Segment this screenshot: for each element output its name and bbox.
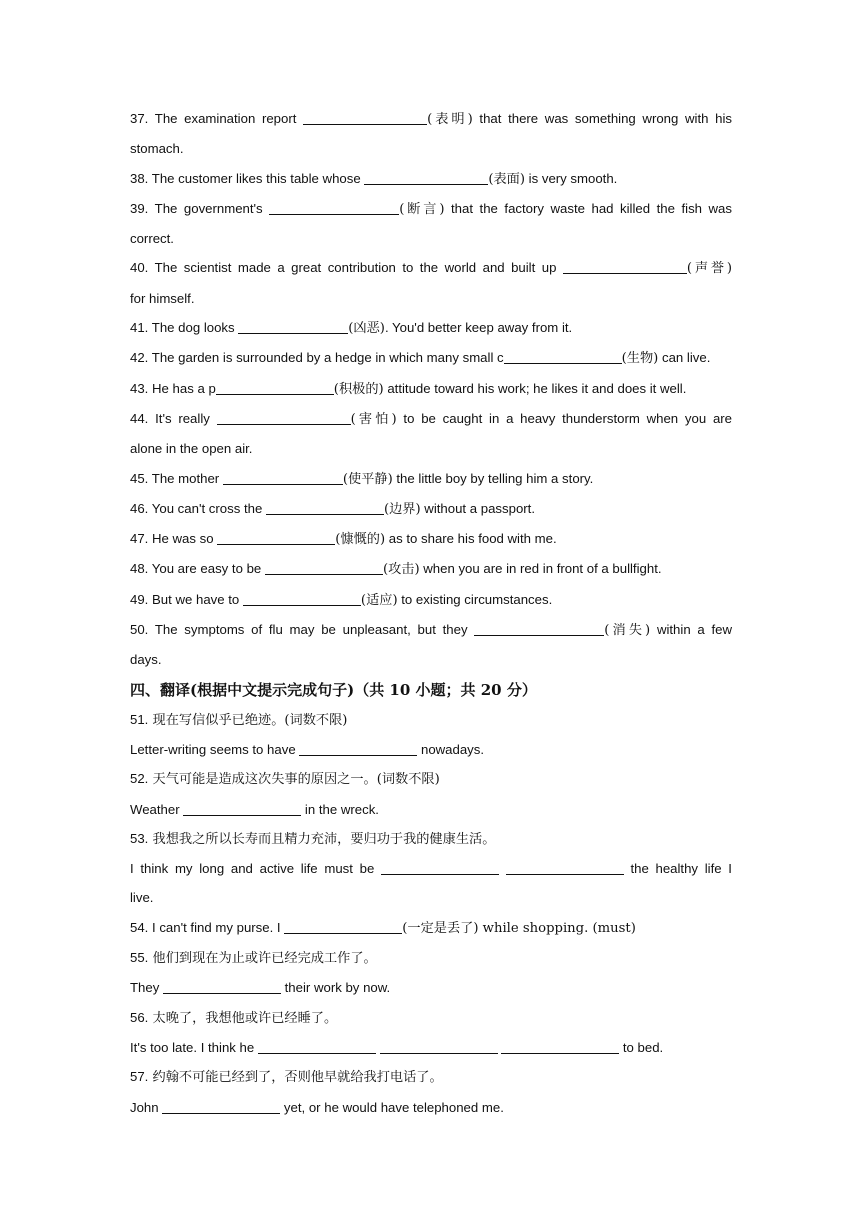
chinese-hint: (害怕) [350, 411, 397, 427]
section-title: 四、翻译(根据中文提示完成句子)（共 10 小题；共 20 分） [130, 680, 537, 699]
question-line [130, 253, 732, 283]
question-continuation: alone in the open air. [130, 441, 253, 457]
question-text-before: The symptoms of flu may be unpleasant, but they [148, 622, 475, 638]
question-line [130, 313, 732, 343]
question-text-before: The mother [148, 470, 223, 486]
answer-text: the healthy life I [623, 861, 732, 877]
vocabulary-section [130, 104, 732, 675]
question-text-after: within a few [650, 622, 732, 638]
chinese-prompt: 现在写信似乎已绝迹。(词数不限) [148, 712, 348, 728]
chinese-prompt: 约翰不可能已经到了，否则他早就给我打电话了。 [148, 1070, 443, 1086]
chinese-hint: (消失) [604, 623, 651, 639]
answer-blank[interactable] [381, 860, 499, 875]
question-number: 41. [130, 320, 149, 336]
worksheet-page [130, 104, 732, 1122]
question-text-before: But we have to [148, 591, 243, 607]
question-line [130, 104, 732, 134]
question-line [130, 494, 732, 524]
chinese-hint: (表面) [488, 171, 525, 187]
answer-text: to bed. [619, 1039, 664, 1055]
question-number: 51. [130, 711, 149, 727]
question-text-after: without a passport. [420, 500, 535, 516]
question-number: 55. [130, 950, 149, 966]
answer-blank[interactable] [183, 801, 301, 816]
question-number: 56. [130, 1009, 149, 1025]
chinese-hint: (边界) [383, 501, 421, 517]
question-text-after: can live. [658, 350, 711, 366]
question-line [130, 343, 732, 373]
answer-blank[interactable] [303, 110, 427, 125]
question-line [130, 194, 732, 224]
answer-text: It's too late. I think he [130, 1039, 258, 1055]
answer-line [130, 973, 732, 1002]
question-number: 48. [130, 561, 149, 577]
chinese-prompt: 他们到现在为止或许已经完成工作了。 [148, 951, 377, 967]
question-number: 53. [130, 830, 149, 846]
answer-blank[interactable] [364, 170, 488, 185]
question-number: 50. [130, 622, 149, 638]
answer-blank[interactable] [163, 979, 281, 994]
answer-text: Letter-writing seems to have [130, 741, 300, 757]
answer-blank[interactable] [265, 560, 383, 575]
question-number: 39. [130, 200, 149, 216]
chinese-prompt-line [130, 1062, 732, 1092]
answer-blank[interactable] [258, 1039, 376, 1054]
question-number: 46. [130, 500, 149, 516]
question-number: 37. [130, 111, 149, 126]
answer-blank[interactable] [223, 470, 343, 485]
question-line [130, 585, 732, 615]
answer-line [130, 1093, 732, 1122]
question-line [130, 374, 732, 404]
chinese-hint: (凶恶) [348, 321, 385, 337]
question-text-after: as to share his food with me. [385, 531, 557, 547]
answer-blank[interactable] [269, 200, 399, 215]
question-line [130, 615, 732, 645]
chinese-hint: (断言) [399, 201, 445, 217]
question-text-after: when you are in red in front of a bullfight. [419, 561, 662, 577]
question-number: 49. [130, 591, 149, 607]
question-text-before: The dog looks [148, 320, 239, 336]
answer-text: in the wreck. [301, 801, 379, 817]
question-text-after: to existing circumstances. [397, 591, 553, 607]
question-number: 45. [130, 470, 149, 486]
question-line [130, 524, 732, 554]
answer-line [130, 1033, 732, 1062]
translation-section [130, 705, 732, 1122]
question-text-after: . You'd better keep away from it. [384, 320, 573, 336]
question-number: 54. [130, 919, 152, 935]
question-text-before: The government's [148, 200, 270, 216]
answer-blank[interactable] [266, 500, 384, 515]
answer-continuation: live. [130, 890, 154, 906]
chinese-prompt: 天气可能是造成这次失事的原因之一。(词数不限) [148, 772, 440, 788]
question-number: 43. [130, 380, 149, 396]
chinese-hint: (表明) [427, 112, 473, 127]
question-text-before: He was so [148, 531, 218, 547]
question-continuation: for himself. [130, 290, 195, 306]
chinese-prompt: 太晚了，我想他或许已经睡了。 [148, 1010, 338, 1026]
question-text-after: is very smooth. [525, 170, 618, 186]
answer-blank[interactable] [216, 380, 334, 395]
chinese-prompt-line [130, 764, 732, 794]
question-continuation: correct. [130, 231, 174, 247]
answer-text: (一定是丢了) while shopping. (must) [402, 920, 636, 936]
answer-blank[interactable] [162, 1099, 280, 1114]
question-text-after: to be caught in a heavy thunderstorm when you are [396, 410, 733, 426]
answer-text: yet, or he would have telephoned me. [280, 1099, 504, 1115]
answer-text: I can't find my purse. I [152, 919, 285, 935]
chinese-hint: (攻击) [382, 562, 420, 578]
chinese-hint: (适应) [360, 592, 398, 608]
answer-line [130, 735, 732, 764]
answer-line [130, 913, 732, 943]
question-number: 42. [130, 350, 149, 366]
chinese-prompt-line [130, 824, 732, 854]
question-text-after: the little boy by telling him a story. [392, 470, 594, 486]
answer-blank[interactable] [217, 410, 351, 425]
question-text-before: It's really [148, 410, 217, 426]
answer-blank[interactable] [474, 621, 604, 636]
question-text-before: The garden is surrounded by a hedge in which many small c [148, 350, 504, 366]
answer-blank[interactable] [504, 349, 622, 364]
question-continuation: stomach. [130, 141, 184, 157]
chinese-hint: (声誉) [686, 261, 732, 277]
question-line [130, 554, 732, 584]
answer-text: Weather [130, 801, 184, 817]
chinese-hint: (慷慨的) [335, 532, 386, 548]
question-number: 52. [130, 771, 149, 787]
answer-text: John [130, 1099, 163, 1115]
question-text-before: He has a p [148, 380, 216, 396]
chinese-prompt-line [130, 705, 732, 735]
answer-text: They [130, 980, 163, 996]
question-text-after: that there was something wrong with his [472, 111, 732, 126]
chinese-hint: (积极的) [333, 381, 384, 397]
question-number: 40. [130, 260, 149, 276]
question-text-before: The customer likes this table whose [148, 170, 365, 186]
question-text-before: You can't cross the [148, 500, 266, 516]
chinese-prompt-line [130, 1003, 732, 1033]
chinese-prompt-line [130, 943, 732, 973]
question-continuation: days. [130, 652, 162, 668]
answer-blank[interactable] [243, 591, 361, 606]
answer-blank[interactable] [563, 259, 687, 274]
question-text-before: The scientist made a great contribution to the world and built up [148, 260, 563, 276]
chinese-hint: (使平静) [342, 471, 393, 487]
answer-text [499, 861, 506, 876]
answer-blank[interactable] [217, 530, 335, 545]
answer-text: I think my long and active life must be [130, 861, 382, 877]
chinese-prompt: 我想我之所以长寿而且精力充沛，要归功于我的健康生活。 [148, 831, 496, 847]
question-number: 38. [130, 170, 149, 186]
answer-blank[interactable] [284, 919, 402, 934]
answer-blank[interactable] [299, 741, 417, 756]
chinese-hint: (生物) [621, 351, 659, 367]
answer-blank[interactable] [501, 1039, 619, 1054]
question-line [130, 464, 732, 494]
question-text-after: that the factory waste had killed the fish was [444, 200, 732, 216]
answer-blank[interactable] [380, 1039, 498, 1054]
question-line [130, 404, 732, 434]
question-number: 57. [130, 1069, 149, 1085]
answer-blank[interactable] [506, 860, 624, 875]
question-text-before: The examination report [148, 111, 304, 126]
question-line [130, 164, 732, 194]
answer-line [130, 795, 732, 824]
answer-line [130, 854, 732, 883]
question-text-before: You are easy to be [148, 561, 265, 577]
answer-text: their work by now. [280, 980, 391, 996]
question-number: 47. [130, 531, 149, 547]
answer-text: nowadays. [417, 741, 485, 757]
question-number: 44. [130, 410, 149, 426]
question-text-after: attitude toward his work; he likes it and does it well. [383, 380, 687, 396]
answer-blank[interactable] [238, 319, 348, 334]
